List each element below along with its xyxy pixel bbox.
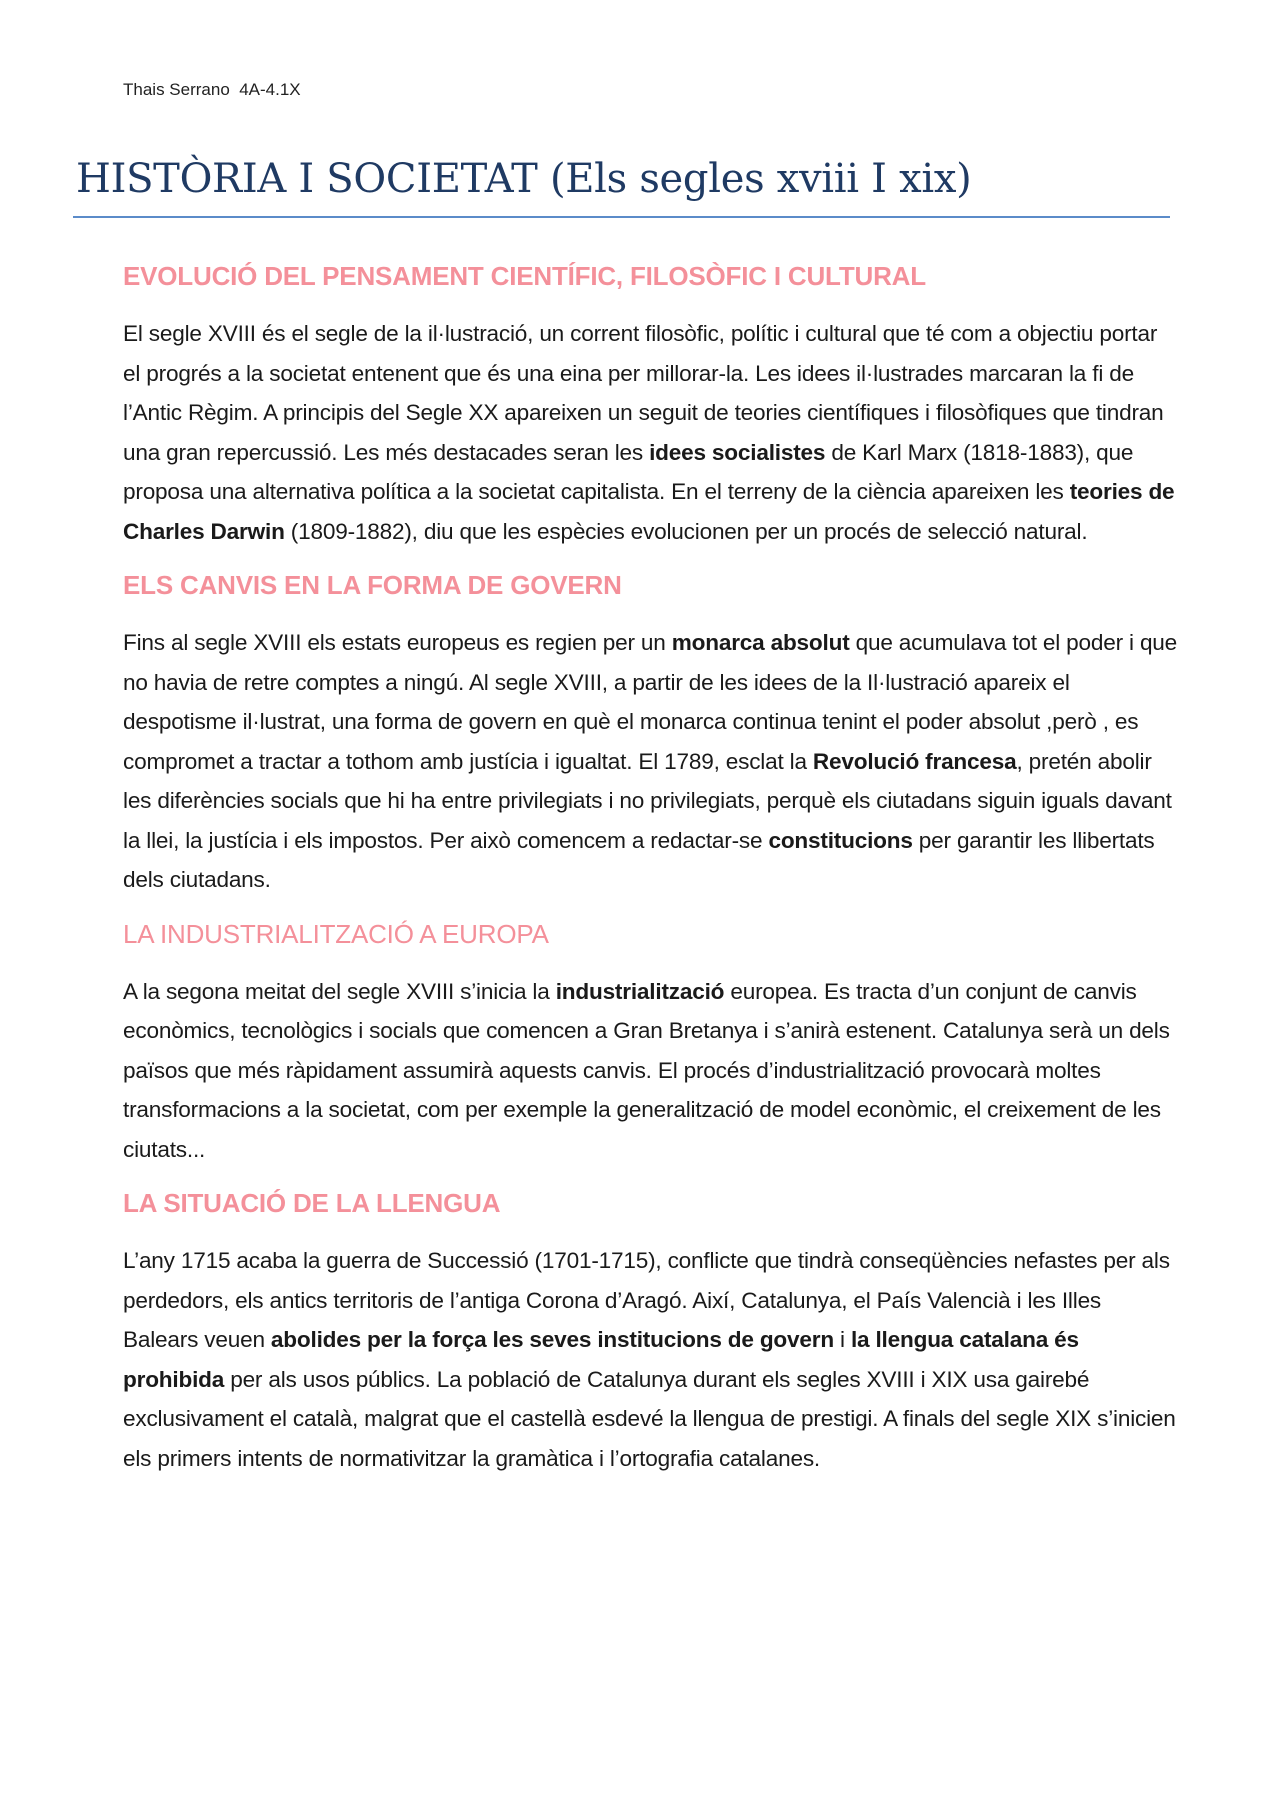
text-run: El segle XVIII és el segle de la il·lustració, un corrent filosòfic, polític i cultural que té com a objectiu portar el progrés a la societat entenent que és una eina per millorar-la. Les idees il·lustrades marcaran la fi de l’Antic Règim. A principis del Segle XX apareixen un seguit de teories científiques i filosòfiques que tindran una gran repercussió. Les més destacades seran les: [123, 321, 1164, 465]
document-title: HISTÒRIA I SOCIETAT (Els segles xviii I xix): [76, 156, 972, 202]
section-heading: ELS CANVIS EN LA FORMA DE GOVERN: [123, 570, 622, 600]
section-govern: [123, 563, 1178, 900]
section-paragraph: [123, 972, 1178, 1170]
text-run: Fins al segle XVIII els estats europeus es regien per un: [123, 630, 672, 655]
bold-term: la llengua catalana és prohibida: [123, 1327, 1079, 1392]
bold-term: monarca absolut: [671, 630, 850, 655]
bold-term: idees socialistes: [649, 439, 826, 465]
section-paragraph: [123, 1241, 1178, 1478]
author-line: Thais Serrano 4A-4.1X: [123, 80, 301, 99]
section-heading: LA SITUACIÓ DE LA LLENGUA: [123, 1188, 501, 1218]
document-body: [123, 254, 1178, 1490]
section-heading: EVOLUCIÓ DEL PENSAMENT CIENTÍFIC, FILOSÒFIC I CULTURAL: [123, 261, 926, 291]
text-run: per garantir les llibertats dels ciutadans.: [123, 827, 1155, 892]
section-llengua: [123, 1181, 1178, 1478]
bold-term: teories de Charles Darwin: [123, 479, 1175, 544]
bold-term: Revolució francesa: [812, 748, 1017, 774]
text-run: i: [833, 1327, 851, 1352]
text-run: A la segona meitat del segle XVIII s’inicia la: [123, 978, 556, 1004]
text-run: , pretén abolir les diferències socials que hi ha entre privilegiats i no privilegiats, perquè els ciutadans siguin iguals davant la llei, la justícia i els impostos. Per això comencem a redactar-se: [123, 748, 1172, 853]
title-underline: [73, 216, 1170, 218]
bold-term: abolides per la força les seves institucions de govern: [270, 1327, 834, 1352]
text-run: que acumulava tot el poder i que no havia de retre comptes a ningú. Al segle XVIII, a partir de les idees de la Il·lustració apareix el despotisme il·lustrat, una forma de govern en què el monarca continua tenint el poder absolut ,però , es compromet a tractar a tothom amb justícia i igualtat. El 1789, esclat la: [123, 630, 1178, 774]
text-run: europea. Es tracta d’un conjunt de canvis econòmics, tecnològics i socials que comencen a Gran Bretanya i s’anirà estenent. Catalunya serà un dels països que més ràpidament assumirà aquests canvis. El procés d’industrialització provocarà moltes transformacions a la societat, com per exemple la generalització de model econòmic, el creixement de les ciutats...: [123, 978, 1170, 1162]
text-run: per als usos públics. La població de Catalunya durant els segles XVIII i XIX usa gairebé exclusivament el català, malgrat que el castellà esdevé la llengua de prestigi. A finals del segle XIX s’inicien els primers intents de normativitzar la gramàtica i l’ortografia catalanes.: [123, 1366, 1176, 1471]
section-paragraph: [123, 314, 1178, 551]
text-run: de Karl Marx (1818-1883), que proposa una alternativa política a la societat capitalista. En el terreny de la ciència apareixen les: [123, 439, 1134, 504]
section-pensament: [123, 254, 1178, 551]
bold-term: constitucions: [768, 827, 913, 853]
section-industrialitzacio: [123, 912, 1178, 1170]
section-heading: LA INDUSTRIALITZACIÓ A EUROPA: [123, 918, 549, 949]
bold-term: industrialització: [555, 978, 725, 1004]
text-run: L’any 1715 acaba la guerra de Successió (1701-1715), conflicte que tindrà conseqüències nefastes per als perdedors, els antics territoris de l’antiga Corona d’Aragó. Així, Catalunya, el País Valencià i les Illes Balears veuen: [123, 1248, 1170, 1352]
section-paragraph: [123, 623, 1178, 900]
text-run: (1809-1882), diu que les espècies evolucionen per un procés de selecció natural.: [284, 518, 1088, 544]
